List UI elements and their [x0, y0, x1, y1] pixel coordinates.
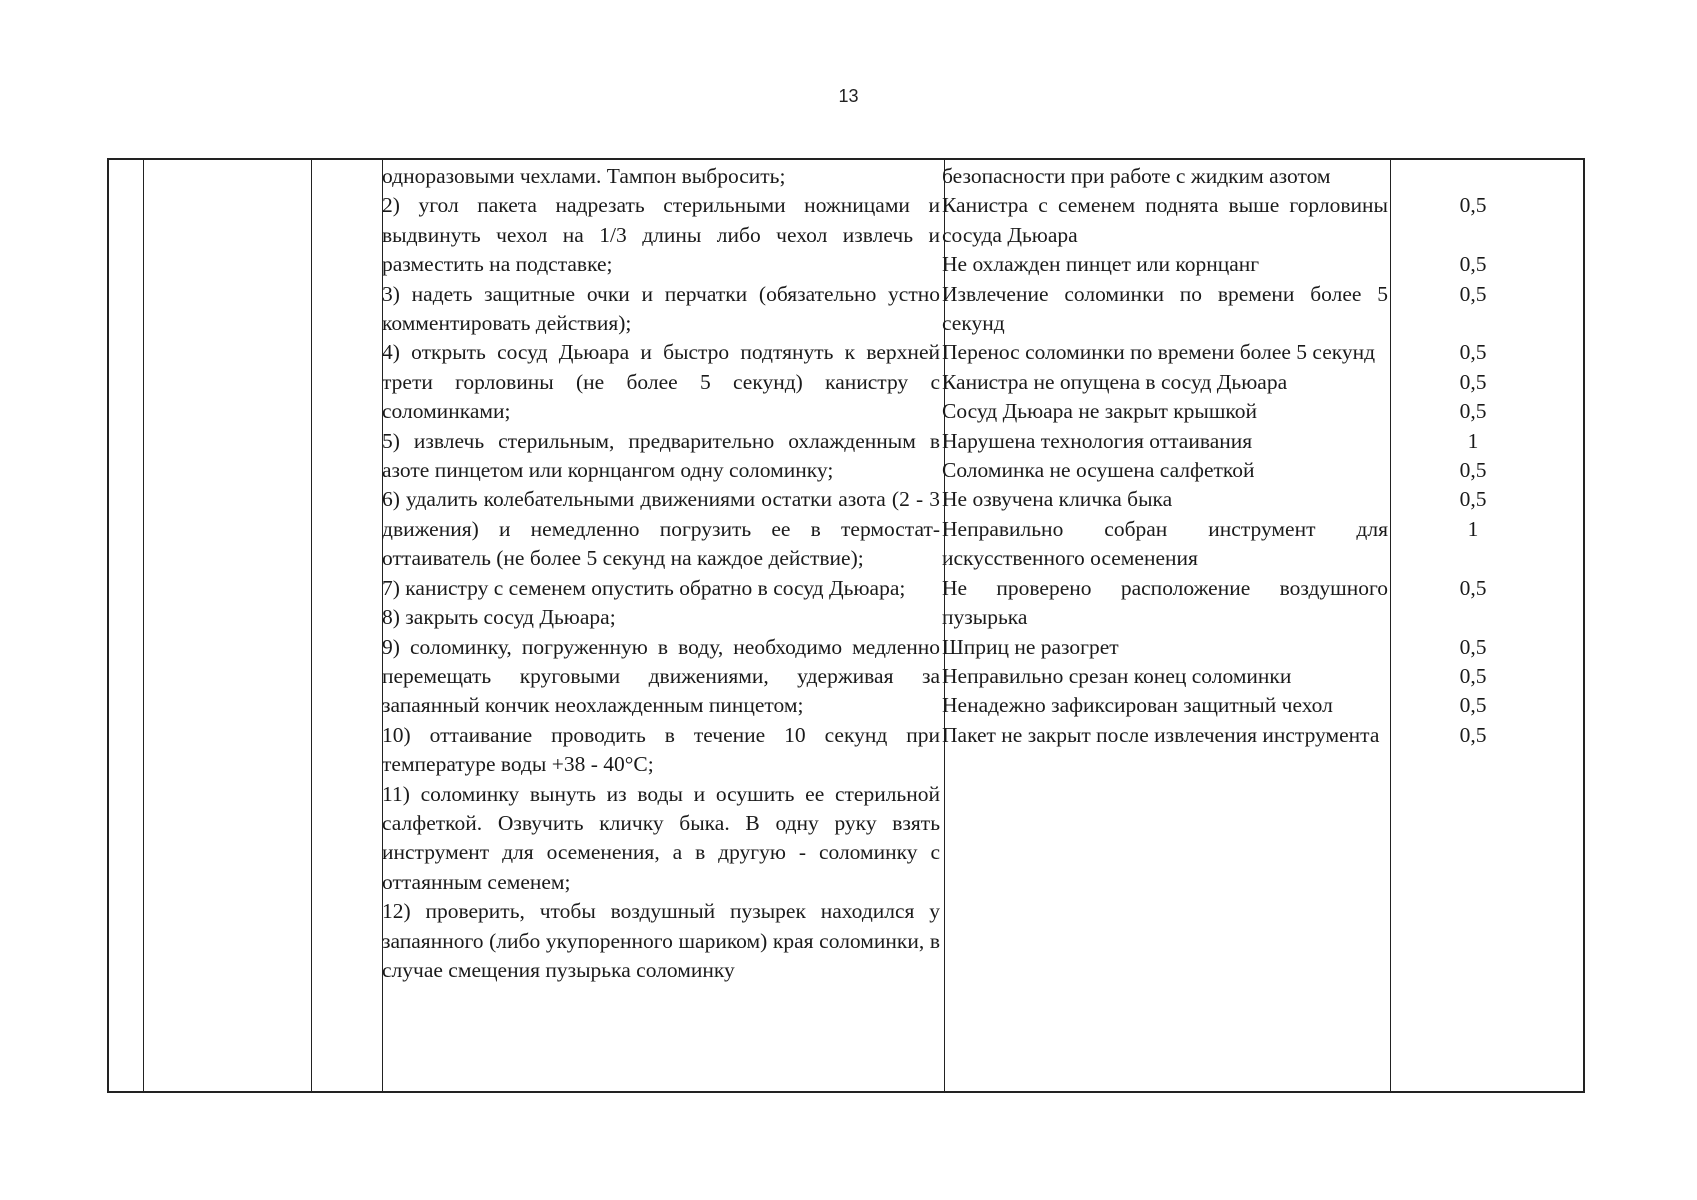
penalty-points: 0,5: [1459, 193, 1487, 218]
error-criteria-column: [942, 162, 1487, 750]
criteria-row: [942, 250, 1487, 279]
criteria-row: [942, 515, 1479, 574]
penalty-points: 0,5: [1459, 575, 1487, 600]
criteria-row: [942, 191, 1487, 250]
penalty-points: 0,5: [1459, 340, 1487, 365]
criteria-row: [942, 691, 1487, 720]
criteria-row: [942, 427, 1479, 456]
criterion-text: Нарушена технология оттаивания: [942, 428, 1253, 453]
procedure-step: 5) извлечь стерильным, предварительно охлажденным в азоте пинцетом или корнцангом одну соломинку;: [382, 428, 940, 483]
procedure-step: 12) проверить, чтобы воздушный пузырек находился у запаянного (либо укупоренного шариком) края соломинки, в случае смещения пузырька соломинку: [382, 899, 940, 982]
criterion-text: Неправильно срезан конец соломинки: [942, 663, 1292, 688]
criterion-text: Не озвучена кличка быка: [942, 487, 1173, 512]
procedure-steps-column: [382, 162, 940, 985]
penalty-points: 0,5: [1459, 693, 1487, 718]
penalty-points: 0,5: [1459, 399, 1487, 424]
criterion-text: Извлечение соломинки по времени более 5 секунд: [942, 281, 1388, 336]
procedure-step: 9) соломинку, погруженную в воду, необходимо медленно перемещать круговыми движениями, удерживая за запаянный кончик неохлажденным пинцетом;: [382, 634, 940, 718]
penalty-points: 0,5: [1459, 458, 1487, 483]
procedure-step: 10) оттаивание проводить в течение 10 секунд при температуре воды +38 - 40°С;: [382, 722, 940, 777]
criteria-row: [942, 368, 1487, 397]
criteria-row: [942, 162, 1388, 191]
penalty-points: 0,5: [1459, 663, 1487, 688]
procedure-step: 2) угол пакета надрезать стерильными ножницами и выдвинуть чехол на 1/3 длины либо чехол извлечь и разместить на подставке;: [382, 193, 940, 277]
penalty-points: 0,5: [1459, 722, 1487, 747]
criterion-text: Сосуд Дьюара не закрыт крышкой: [942, 399, 1258, 424]
criterion-text: Канистра не опущена в сосуд Дьюара: [942, 369, 1288, 394]
criterion-text: безопасности при работе с жидким азотом: [942, 164, 1331, 188]
penalty-points: 1: [1467, 428, 1479, 453]
criterion-text: Неправильно собран инструмент для искусственного осеменения: [942, 516, 1388, 571]
procedure-step: 8) закрыть сосуд Дьюара;: [382, 605, 616, 630]
penalty-points: 0,5: [1459, 281, 1487, 306]
column-divider: [311, 160, 312, 1091]
column-divider: [143, 160, 144, 1091]
penalty-points: 0,5: [1459, 487, 1487, 512]
criterion-text: Соломинка не осушена салфеткой: [942, 458, 1255, 483]
criterion-text: Перенос соломинки по времени более 5 секунд: [942, 340, 1376, 365]
criterion-text: Канистра с семенем поднята выше горловины сосуда Дьюара: [942, 193, 1388, 247]
criterion-text: Не охлажден пинцет или корнцанг: [942, 252, 1260, 277]
criterion-text: Ненадежно зафиксирован защитный чехол: [942, 693, 1333, 718]
procedure-step: 11) соломинку вынуть из воды и осушить ее стерильной салфеткой. Озвучить кличку быка. В одну руку взять инструмент для осеменения, а в другую - соломинку с оттаянным семенем;: [382, 781, 940, 894]
procedure-step: 4) открыть сосуд Дьюара и быстро подтянуть к верхней трети горловины (не более 5 секунд) канистру с соломинками;: [382, 340, 940, 424]
criteria-row: [942, 574, 1487, 633]
column-divider: [1390, 160, 1391, 1091]
criteria-row: [942, 338, 1487, 367]
criterion-text: Шприц не разогрет: [942, 634, 1119, 659]
procedure-step: 7) канистру с семенем опустить обратно в сосуд Дьюара;: [382, 575, 906, 600]
criterion-text: Не проверено расположение воздушного пузырька: [942, 575, 1388, 630]
criterion-text: Пакет не закрыт после извлечения инструмента: [942, 722, 1380, 747]
penalty-points: 0,5: [1459, 634, 1487, 659]
criteria-row: [942, 633, 1487, 662]
criteria-row: [942, 721, 1487, 750]
procedure-step: одноразовыми чехлами. Тампон выбросить;: [382, 164, 786, 188]
criteria-row: [942, 397, 1487, 426]
procedure-step: 3) надеть защитные очки и перчатки (обязательно устно комментировать действия);: [382, 281, 940, 336]
page-number: 13: [838, 86, 859, 106]
penalty-points: 1: [1467, 516, 1479, 541]
penalty-points: 0,5: [1459, 252, 1487, 277]
penalty-points: 0,5: [1459, 369, 1487, 394]
criteria-row: [942, 280, 1487, 339]
criteria-row: [942, 662, 1487, 691]
criteria-row: [942, 485, 1487, 514]
procedure-step: 6) удалить колебательными движениями остатки азота (2 - 3 движения) и немедленно погрузить ее в термостат-оттаиватель (не более 5 секунд на каждое действие);: [382, 487, 940, 571]
criteria-row: [942, 456, 1487, 485]
